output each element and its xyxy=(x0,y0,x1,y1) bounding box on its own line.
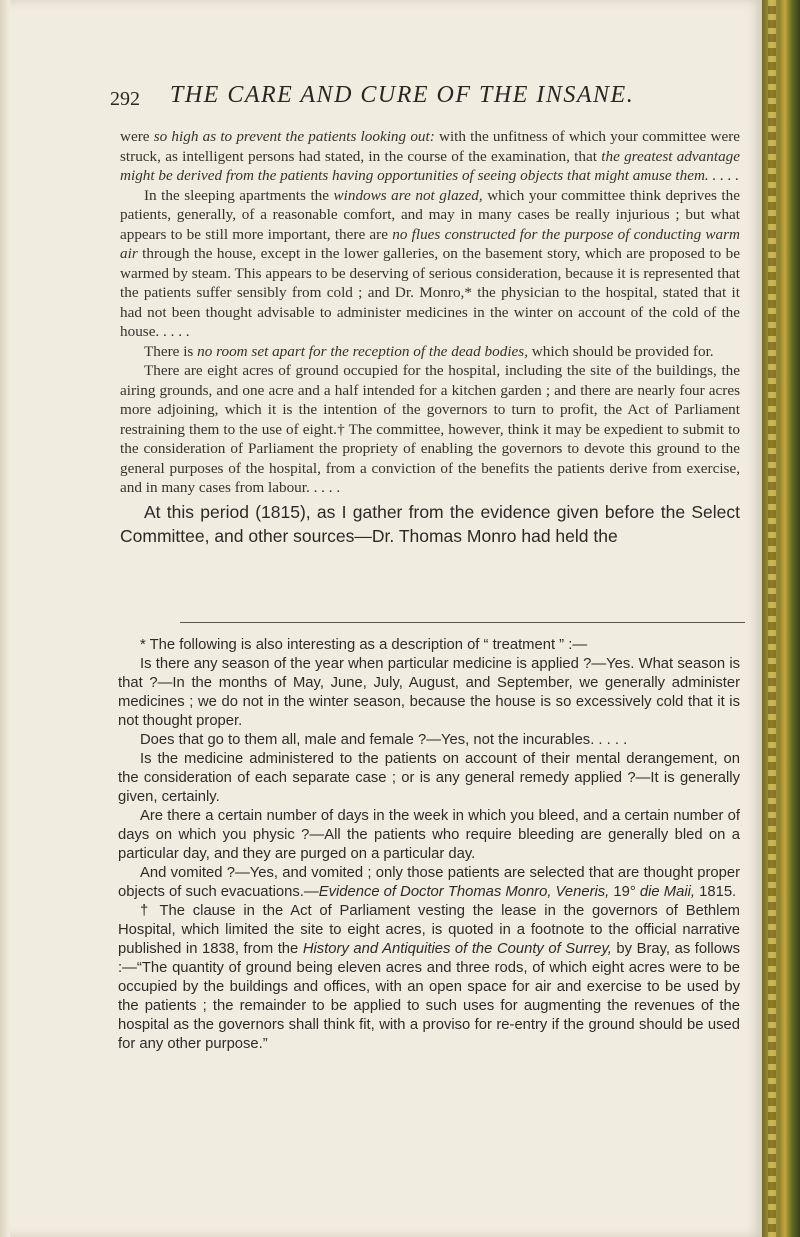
italic-span: Evidence of Doctor Thomas Monro, Veneris, xyxy=(318,884,610,900)
paragraph-3 xyxy=(120,342,740,362)
main-text xyxy=(120,127,740,548)
text-span: There is xyxy=(144,342,198,360)
paragraph-2 xyxy=(120,186,740,342)
text-span: with the unfitness of which your committee were struck, as intelligent persons had stated, in the course of the examination, that xyxy=(120,128,740,165)
footnote-qa-5 xyxy=(118,864,740,902)
paragraph-4: There are eight acres of ground occupied for the hospital, including the site of the buildings, the airing grounds, and one acre and a half intended for a kitchen garden ; and there are nearly four acres more adjoining, which it is the intention of the governors to turn to profit, the Act of Parliament restraining them to the use of eight.† The committee, however, think it may be expedient to submit to the consideration of Parliament the propriety of enabling the governors to devote this ground to the general purposes of the hospital, from a conviction of the benefits the patients derive from exercise, and in many cases from labour. . . . . xyxy=(120,362,740,496)
italic-span: die Maii, xyxy=(639,884,696,900)
italic-span: windows are not glazed, xyxy=(333,186,483,204)
text-span: which should be provided for. xyxy=(528,342,714,360)
text-span: And vomited ?—Yes, and vomited ; only those patients are selected that are thought proper objects of such evacuations.— xyxy=(118,865,740,900)
text-span: by Bray, as follows :—“The quantity of ground being eleven acres and three rods, of which eight acres were to be occupied by the buildings and offices, with an open space for air and exercise to be used by the patients ; the remainder to be applied to such uses for augmenting the revenues of the hospital as the governors shall think fit, with a proviso for re-entry if the ground should be used for any other purpose.” xyxy=(118,941,741,1052)
footnote-qa-2: Does that go to them all, male and female ?—Yes, not the incurables. . . . . xyxy=(140,732,628,748)
italic-span: History and Antiquities of the County of Surrey, xyxy=(302,941,612,957)
footnote-2 xyxy=(118,902,740,1054)
page-number: 292 xyxy=(110,88,140,110)
page-gutter xyxy=(0,0,10,1237)
footnotes xyxy=(118,636,740,1054)
italic-span: the greatest advantage might be derived from the patients having opportunities of seeing objects that might amuse them. . . . . xyxy=(120,147,741,184)
paragraph-5: At this period (1815), as I gather from the evidence given before the Select Committee, and other sources—Dr. Thomas Monro had held the xyxy=(120,501,740,546)
running-title: THE CARE AND CURE OF THE INSANE. xyxy=(170,82,635,108)
text-span: were xyxy=(120,128,154,145)
footnote-qa-1: Is there any season of the year when particular medicine is applied ?—Yes. What season is that ?—In the months of May, June, July, August, and September, we generally administer medicines ; we do not in the winter season, because the house is so excessively cold that it is not thought proper. xyxy=(118,656,740,729)
footnote-divider xyxy=(180,622,745,623)
page-header xyxy=(110,80,750,120)
italic-span: no flues constructed for the purpose of conducting warm air xyxy=(120,225,741,262)
text-span: through the house, except in the lower galleries, on the basement story, which are proposed to be warmed by steam. This appears to be deserving of serious consideration, because it is represented that the patients suffer sensibly from cold ; and Dr. Monro,* the physician to the hospital, stated that it had not been thought advisable to administer medicines in the winter on account of the cold of the house. . . . . xyxy=(120,245,740,340)
text-span: which your committee think deprives the patients, generally, of a reasonable comfort, and may in many cases be really injurious ; but what appears to be still more important, there are xyxy=(120,186,740,243)
italic-span: no room set apart for the reception of the dead bodies, xyxy=(197,342,528,360)
paragraph-1 xyxy=(120,127,740,186)
text-span: 1815. xyxy=(695,884,737,900)
footnote-1: * The following is also interesting as a description of “ treatment ” :— xyxy=(140,637,588,653)
text-span: In the sleeping apartments the xyxy=(144,186,334,204)
footnote-qa-4: Are there a certain number of days in the week in which you bleed, and a certain number of days on which you physic ?—All the patients who require bleeding are generally bled on a particular day, and they are purged on a particular day. xyxy=(118,808,740,862)
italic-span: so high as to prevent the patients looking out: xyxy=(153,128,435,145)
text-span: 19° xyxy=(609,884,640,900)
book-binding-edge xyxy=(762,0,800,1237)
text-span: † The clause in the Act of Parliament vesting the lease in the governors of Bethlem Hospital, which limited the site to eight acres, is quoted in a footnote to the official narrative published in 1838, from the xyxy=(118,903,740,957)
footnote-qa-3: Is the medicine administered to the patients on account of their mental derangement, on the consideration of each separate case ; or is any general remedy applied ?—It is generally given, certainly. xyxy=(118,751,740,805)
